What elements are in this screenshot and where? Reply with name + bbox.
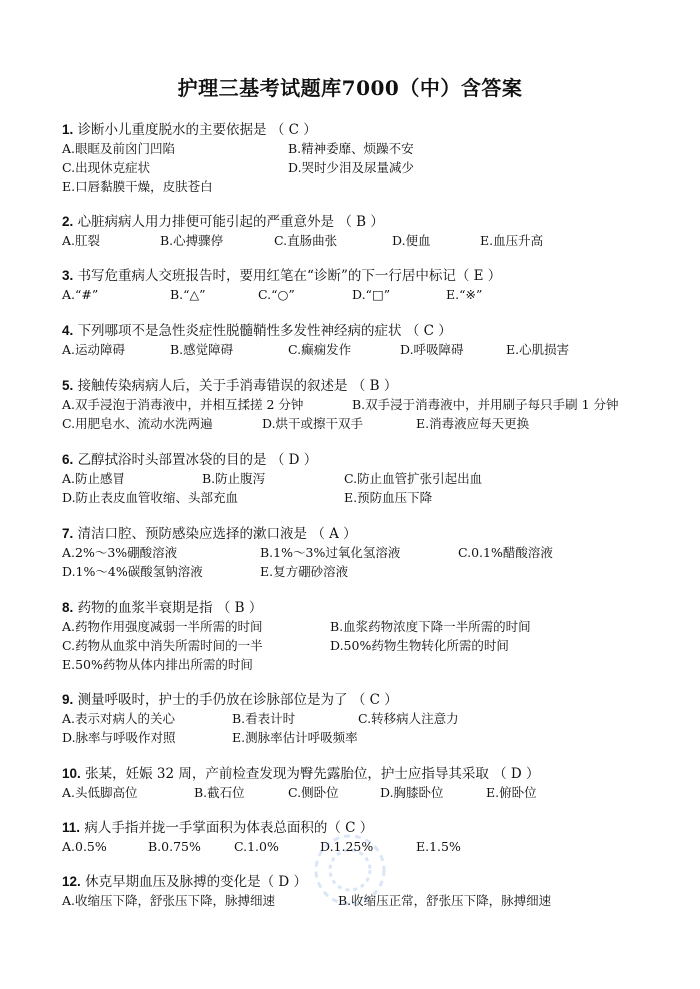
question-9 xyxy=(62,690,682,747)
question-4 xyxy=(62,321,682,359)
option-e: E.“※” xyxy=(446,287,483,302)
question-7 xyxy=(62,524,682,581)
option-d: D.50%药物生物转化所需的时间 xyxy=(330,638,509,653)
option-b: B.看表计时 xyxy=(232,711,296,726)
question-stem: 乙醇拭浴时头部置冰袋的目的是 （ D ） xyxy=(77,452,318,468)
option-e: E.50%药物从体内排出所需的时间 xyxy=(62,657,253,672)
question-1 xyxy=(62,120,682,196)
question-stem: 清洁口腔、预防感染应选择的漱口液是 （ A ） xyxy=(77,526,357,542)
option-a: A.双手浸泡于消毒液中，并相互揉搓 2 分钟 xyxy=(62,397,304,412)
question-number: 4. xyxy=(62,323,74,338)
question-2 xyxy=(62,212,682,250)
option-a: A.收缩压下降，舒张压下降，脉搏细速 xyxy=(62,893,276,908)
option-c: C.0.1%醋酸溶液 xyxy=(458,545,553,560)
option-e: E.心肌损害 xyxy=(506,342,570,357)
question-stem: 诊断小儿重度脱水的主要依据是 （ C ） xyxy=(77,122,317,138)
question-stem: 张某，妊娠 32 周，产前检查发现为臀先露胎位，护士应指导其采取 （ D ） xyxy=(85,766,540,782)
option-c: C.防止血管扩张引起出血 xyxy=(344,471,483,486)
option-b: B.心搏骤停 xyxy=(160,233,224,248)
question-number: 11. xyxy=(62,820,81,835)
question-number: 10. xyxy=(62,766,81,781)
question-5 xyxy=(62,376,682,433)
question-6 xyxy=(62,450,682,507)
option-a: A.防止感冒 xyxy=(62,471,126,486)
option-c: C.直肠曲张 xyxy=(274,233,338,248)
question-stem: 休克早期血压及脉搏的变化是（ D ） xyxy=(85,874,307,890)
question-8 xyxy=(62,598,682,674)
option-d: D.胸膝卧位 xyxy=(380,785,444,800)
option-c: C.1.0% xyxy=(234,839,279,854)
question-stem: 药物的血浆半衰期是指 （ B ） xyxy=(77,600,263,616)
option-c: C.癫痫发作 xyxy=(288,342,352,357)
option-a: A.头低脚高位 xyxy=(62,785,138,800)
option-a: A.药物作用强度减弱一半所需的时间 xyxy=(62,619,263,634)
option-d: D.防止表皮血管收缩、头部充血 xyxy=(62,490,239,505)
question-number: 9. xyxy=(62,692,74,707)
option-d: D.1%～4%碳酸氢钠溶液 xyxy=(62,564,203,579)
option-d: D.便血 xyxy=(392,233,431,248)
question-3 xyxy=(62,266,682,304)
option-c: C.用肥皂水、流动水洗两遍 xyxy=(62,416,213,431)
option-c: C.出现休克症状 xyxy=(62,160,151,175)
option-a: A.0.5% xyxy=(62,839,107,854)
question-number: 2. xyxy=(62,214,74,229)
question-stem: 病人手指并拢一手掌面积为体表总面积的（ C ） xyxy=(84,820,374,836)
option-b: B.“△” xyxy=(170,287,206,302)
question-stem: 接触传染病病人后，关于手消毒错误的叙述是 （ B ） xyxy=(77,378,398,394)
option-b: B.0.75% xyxy=(148,839,201,854)
question-number: 3. xyxy=(62,268,74,283)
option-d: D.呼吸障碍 xyxy=(400,342,464,357)
question-number: 7. xyxy=(62,526,74,541)
question-stem: 测量呼吸时，护士的手仍放在诊脉部位是为了 （ C ） xyxy=(77,692,398,708)
question-number: 5. xyxy=(62,378,74,393)
option-c: C.侧卧位 xyxy=(288,785,339,800)
option-d: D.1.25% xyxy=(320,839,374,854)
page-title: 护理三基考试题库7000（中）含答案 xyxy=(177,76,523,100)
option-b: B.防止腹泻 xyxy=(202,471,266,486)
question-stem: 下列哪项不是急性炎症性脱髓鞘性多发性神经病的症状 （ C ） xyxy=(77,323,452,339)
question-10 xyxy=(62,764,682,802)
option-a: A.2%～3%硼酸溶液 xyxy=(62,545,178,560)
option-b: B.截石位 xyxy=(194,785,245,800)
option-e: E.消毒液应每天更换 xyxy=(416,416,530,431)
option-e: E.1.5% xyxy=(416,839,461,854)
option-c: C.药物从血浆中消失所需时间的一半 xyxy=(62,638,263,653)
option-e: E.测脉率估计呼吸频率 xyxy=(232,730,358,745)
option-b: B.精神委靡、烦躁不安 xyxy=(288,141,414,156)
option-c: C.“○” xyxy=(258,287,295,302)
option-b: B.血浆药物浓度下降一半所需的时间 xyxy=(330,619,531,634)
question-number: 8. xyxy=(62,600,74,615)
option-c: C.转移病人注意力 xyxy=(358,711,459,726)
option-e: E.预防血压下降 xyxy=(344,490,433,505)
option-a: A.“#” xyxy=(62,287,99,302)
option-d: D.“□” xyxy=(352,287,391,302)
question-number: 1. xyxy=(62,122,74,137)
option-a: A.眼眶及前囟门凹陷 xyxy=(62,141,176,156)
option-e: E.俯卧位 xyxy=(486,785,537,800)
option-a: A.肛裂 xyxy=(62,233,101,248)
option-a: A.表示对病人的关心 xyxy=(62,711,176,726)
option-d: D.烘干或擦干双手 xyxy=(262,416,364,431)
option-b: B.1%～3%过氧化氢溶液 xyxy=(260,545,401,560)
option-a: A.运动障碍 xyxy=(62,342,126,357)
option-b: B.感觉障碍 xyxy=(170,342,234,357)
option-e: E.血压升高 xyxy=(480,233,544,248)
option-d: D.脉率与呼吸作对照 xyxy=(62,730,176,745)
question-stem: 书写危重病人交班报告时，要用红笔在“诊断”的下一行居中标记（ E ） xyxy=(77,268,502,284)
option-d: D.哭时少泪及尿量减少 xyxy=(288,160,415,175)
option-e: E.口唇黏膜干燥，皮肤苍白 xyxy=(62,179,213,194)
watermark-logo-icon xyxy=(300,820,400,920)
option-e: E.复方硼砂溶液 xyxy=(260,564,349,579)
option-b: B.收缩压正常，舒张压下降，脉搏细速 xyxy=(338,893,552,908)
question-number: 6. xyxy=(62,452,74,467)
question-number: 12. xyxy=(62,874,81,889)
option-b: B.双手浸于消毒液中，并用刷子每只手刷 1 分钟 xyxy=(352,397,619,412)
question-stem: 心脏病病人用力排便可能引起的严重意外是 （ B ） xyxy=(77,214,384,230)
